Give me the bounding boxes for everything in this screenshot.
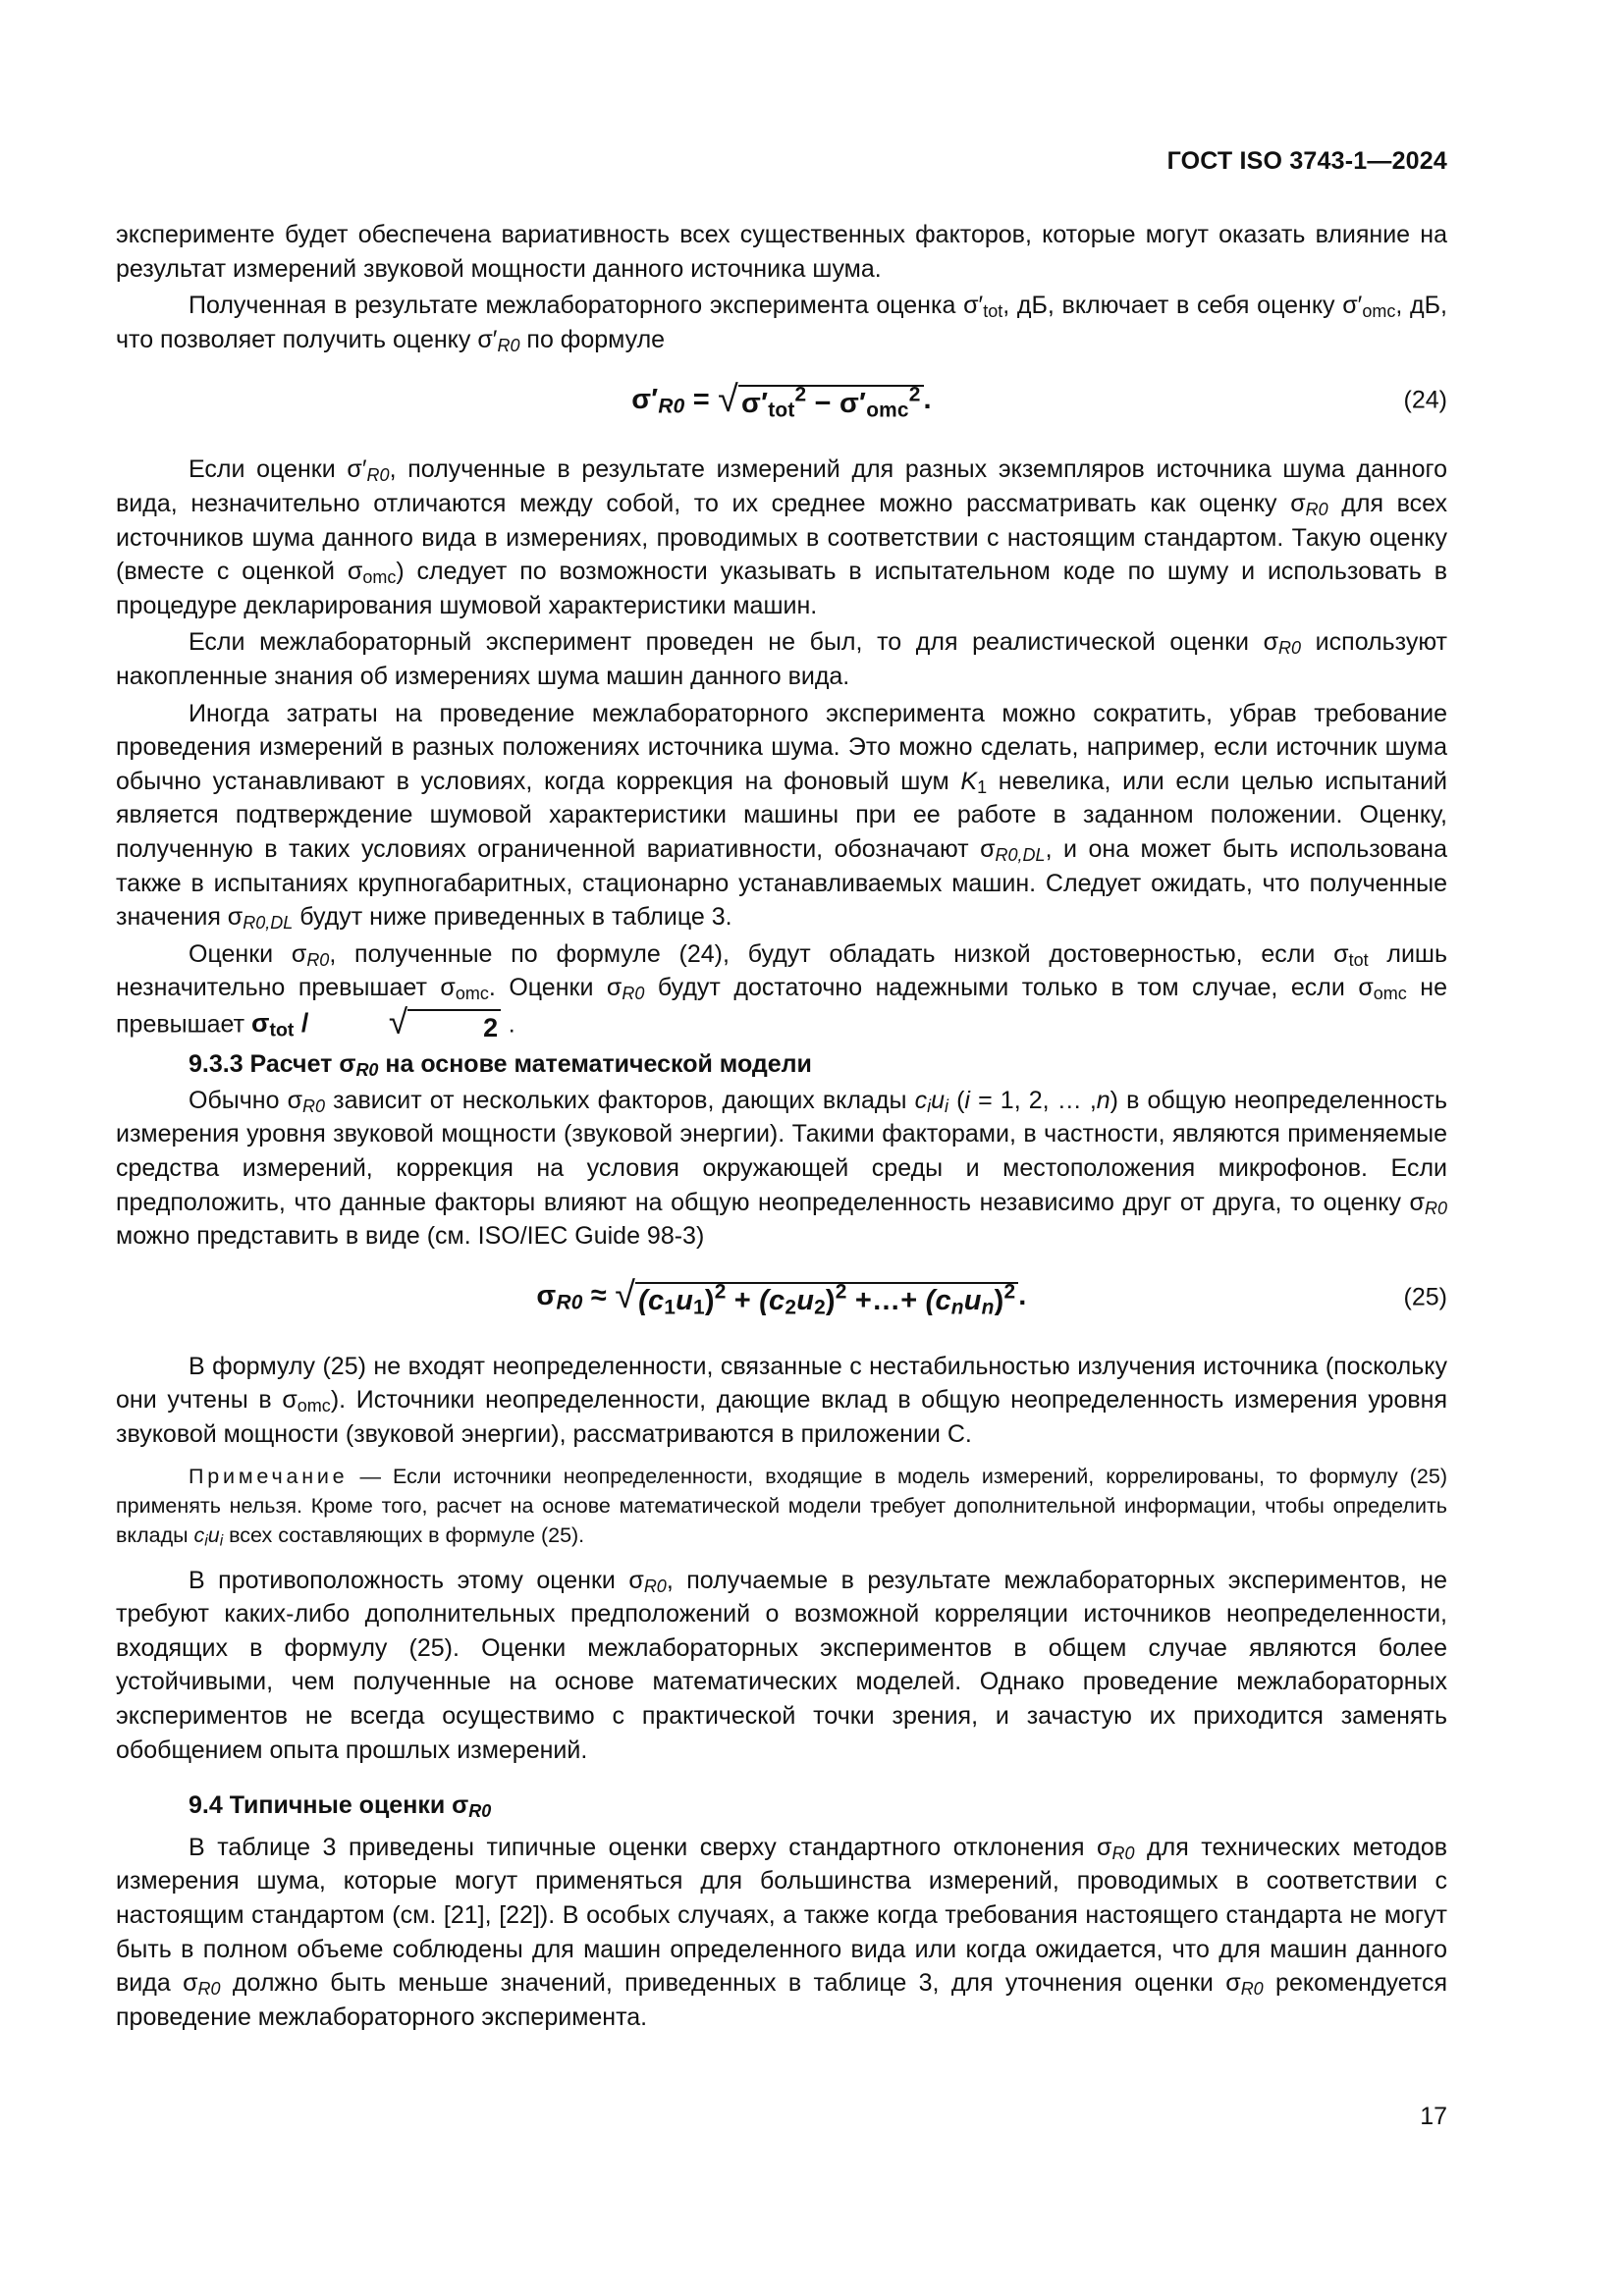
formula-24-expression [631,378,932,422]
inline-italic: i [964,1086,970,1114]
paragraph-interlab-vs-model: В противоположность этому оценки $\sigma_{R0}$, получаемые в результате межлабораторных экспериментов, не требуют каких-либо дополнительных предположений о возможной корреляции источников неопределенности, входящих в формулу (25). Оценки межлабораторных экспериментов в общем случае являются более устойчивыми, чем полученные на основе математических моделей. Однако проведение межлабораторных экспериментов не всегда осуществимо с практической точки зрения, и зачастую их приходится заменять обобщением опыта прошлых измерений. [116,1566,1447,1764]
inline-formula-sigma-tot-over-sqrt2 [251,1002,509,1042]
inline-subscript: omc [455,984,489,1004]
inline-subscript: R0 [622,984,645,1004]
inline-formula-sub: tot [269,1019,295,1041]
formula-24-minus: − [814,388,832,420]
inline-subscript: R0 [468,1801,492,1822]
formula-25-close2: ) [825,1284,836,1316]
inline-subscript: R0 [197,1979,221,2000]
inline-formula-radicand: 2 [407,1009,501,1045]
section-heading-9-4: 9.4 Типичные оценки $\sigma_{R0}$ [189,1791,492,1822]
formula-25-lhs-symbol: σ [536,1280,557,1312]
inline-subscript: R0 [366,465,390,486]
inline-subscript: omc [1373,984,1407,1004]
paragraph-interlab-estimate: Полученная в результате межлабораторного эксперимента оценка $\sigma'_{tot}$, дБ, включает в себя оценку $\sigma'_{omc}$, дБ, что позволяет получить оценку $\sigma'_{R0}$ по формуле [116,292,1447,355]
inline-italic: u [931,1086,945,1114]
formula-24-lhs-sub: R0 [658,395,685,418]
inline-subscript: i [927,1095,932,1116]
formula-24-term1-symbol: σ′ [741,388,769,420]
formula-24-term2-sub: omc [866,399,909,422]
formula-25-period: . [1018,1280,1027,1312]
inline-subscript: R0,DL [243,913,294,934]
inline-subscript: R0 [1424,1198,1447,1218]
formula-25-un: u [963,1284,982,1316]
inline-subscript: i [219,1531,224,1549]
page-number: 17 [1420,2103,1447,2130]
inline-subscript: R0 [1240,1979,1264,2000]
sqrt-sign-icon: √ [388,1002,408,1041]
document-code-header: ГОСТ ISO 3743-1—2024 [1166,147,1447,175]
formula-25-lhs-sub: R0 [556,1292,583,1315]
formula-24-term2-sup: 2 [908,383,921,406]
paragraph-reduced-variability: Иногда затраты на проведение межлабораторного эксперимента можно сократить, убрав требование проведения измерений в разных положениях источника шума. Это можно сделать, например, если источник шума обычно устанавливают в условиях, когда коррекция на фоновый шум $K_1$ невелика, или если целью испытаний является подтверждение шумовой характеристики машины при ее работе в заданном положении. Оценку, полученную в таких условиях ограниченной вариативности, обозначают $\sigma_{R0,DL}$, и она может быть использована также в испытаниях крупногабаритных, стационарно устанавливаемых машин. Следует ожидать, что полученные значения $\sigma_{R0,DL}$ будут ниже приведенных в таблице 3. [116,699,1448,934]
formula-25-c2-sub: 2 [785,1296,797,1319]
inline-subscript: R0 [1305,499,1328,519]
formula-25-plus1: + [733,1284,751,1316]
inline-subscript: i [944,1095,948,1116]
inline-italic: u [207,1522,220,1547]
paragraph-average-estimate: Если оценки $\sigma'_{R0}$, полученные в результате измерений для разных экземпляров источника шума данного вида, незначительно отличаются между собой, то их среднее можно рассматривать как оценку $\sigma_{R0}$ для всех источников шума данного вида в измерениях, проводимых в соответствии с настоящим стандартом. Такую оценку (вместе с оценкой $\sigma_{omc}$) следует по возможности указывать в испытательном коде по шуму и использовать в процедуре декларирования шумовой характеристики машин. [116,455,1447,619]
formula-25-un-sub: n [981,1296,995,1319]
formula-25-sup1: 2 [714,1280,727,1304]
formula-25-sup2: 2 [835,1280,847,1304]
inline-subscript: tot [1348,949,1369,970]
inline-italic: c [914,1086,928,1114]
inline-italic: n [1096,1086,1110,1114]
formula-25-close1: ) [704,1284,715,1316]
formula-25-radicand [635,1282,1018,1318]
inline-subscript: omc [297,1396,331,1416]
formula-25-number: (25) [1403,1283,1447,1311]
body-text [116,218,1447,2037]
formula-25-expression [536,1274,1027,1319]
formula-25-c1-sub: 1 [664,1296,677,1319]
inline-subscript: i [204,1531,208,1549]
formula-25-c2: (c [759,1284,785,1316]
paragraph-formula-25-scope: В формулу (25) не входят неопределенности, связанные с нестабильностью излучения источника (поскольку они учтены в $\sigma_{omc}$). Источники неопределенности, дающие вклад в общую неопределенность измерения уровня звуковой мощности (звуковой энергии), рассматриваются в приложении С. [116,1352,1447,1448]
inline-subscript: R0 [302,1095,326,1116]
inline-subscript: omc [1362,301,1396,322]
formula-24-term2-symbol: σ′ [839,388,867,420]
formula-24-radicand [738,385,924,421]
paragraph-no-interlab: Если межлабораторный эксперимент проведен не был, то для реалистической оценки $\sigma_{R0}$ используют накопленные знания об измерениях шума машин данного вида. [116,628,1447,690]
paragraph-continuation: эксперименте будет обеспечена вариативность всех существенных факторов, которые могут оказать влияние на результат измерений звуковой мощности данного источника шума. [116,221,1447,283]
formula-25-u1-sub: 1 [693,1296,705,1319]
formula-24-equals: = [692,384,710,416]
sqrt-sign-icon: √ [615,1274,636,1316]
note-label: Примечание [189,1464,349,1488]
formula-25-c1: (c [638,1284,665,1316]
inline-subscript: R0,DL [995,844,1046,865]
inline-italic: K [960,767,978,795]
note: Примечание — Если источники неопределенности, входящие в модель измерений, коррелированы, то формулу (25) применять нельзя. Кроме того, расчет на основе математической модели требует дополнительной информации, чтобы определить вклады $c_iu_i$ всех составляющих в формуле (25). [116,1464,1447,1549]
formula-24-term1-sup: 2 [794,383,807,406]
inline-subscript: R0 [497,335,520,355]
inline-subscript: omc [362,567,397,588]
section-heading-9-3-3: 9.3.3 Расчет $\sigma_{R0}$ на основе математической модели [189,1050,812,1081]
inline-formula-symbol: σ [251,1008,270,1039]
formula-25-supn: 2 [1003,1280,1016,1304]
formula-25-plus2: +…+ [854,1284,918,1316]
formula-24 [116,370,1447,431]
inline-subscript: R0 [355,1060,379,1081]
formula-24-term1-sub: tot [768,399,795,422]
formula-24-lhs-symbol: σ′ [631,384,659,416]
formula-25-u1: u [676,1284,694,1316]
paragraph-typical-estimates: В таблице 3 приведены типичные оценки сверху стандартного отклонения $\sigma_{R0}$ для технических методов измерения шума, которые могут применяться для большинства измерений, проводимых в соответствии с настоящим стандартом (см. [21], [22]). В особых случаях, а также когда требования настоящего стандарта не могут быть в полном объеме соблюдены для машин определенного вида или когда ожидается, что для машин данного вида $\sigma_{R0}$ должно быть меньше значений, приведенных в таблице 3, для уточнения оценки $\sigma_{R0}$ рекомендуется проведение межлабораторного эксперимента. [116,1833,1447,2031]
inline-subscript: tot [983,301,1003,322]
inline-subscript: R0 [1278,638,1302,659]
inline-formula-radical [316,1002,501,1044]
formula-25-cn-sub: n [950,1296,964,1319]
formula-25-cn: (c [925,1284,951,1316]
formula-25-approx: ≈ [590,1280,607,1312]
inline-subscript: 1 [977,776,988,797]
formula-24-number: (24) [1403,387,1447,415]
inline-subscript: R0 [643,1575,667,1596]
formula-24-radical [718,378,923,422]
formula-25-u2-sub: 2 [814,1296,826,1319]
formula-25-u2: u [796,1284,815,1316]
inline-subscript: R0 [306,949,330,970]
formula-25-closen: ) [994,1284,1004,1316]
formula-24-period: . [923,384,932,416]
paragraph-math-model: Обычно $\sigma_{R0}$ зависит от нескольких факторов, дающих вклады $c_iu_i$ (i = 1, 2, … ,n) в общую неопределенность измерения уровня звуковой мощности (звуковой энергии). Такими факторами, в частности, являются применяемые средства измерений, коррекция на условия окружающей среды и местоположения микрофонов. Если предположить, что данные факторы влияют на общую неопределенность независимо друг от друга, то оценку $\sigma_{R0}$ можно представить в виде (см. ISO/IEC Guide 98-3) [116,1086,1447,1251]
formula-25-radical [615,1274,1018,1319]
inline-formula-slash: / [300,1008,309,1039]
paragraph-reliability: Оценки $\sigma_{R0}$, полученные по формуле (24), будут обладать низкой достоверностью, если $\sigma_{tot}$ лишь незначительно превышает $\sigma_{omc}$. Оценки $\sigma_{R0}$ будут достаточно надежными только в том случае, если $\sigma_{omc}$ не превышает $\sigma_{tot}$ / √ 2 . [116,937,1447,1045]
inline-italic: c [193,1522,205,1547]
formula-25 [116,1267,1447,1328]
inline-subscript: R0 [1111,1842,1135,1863]
sqrt-sign-icon: √ [718,378,739,420]
